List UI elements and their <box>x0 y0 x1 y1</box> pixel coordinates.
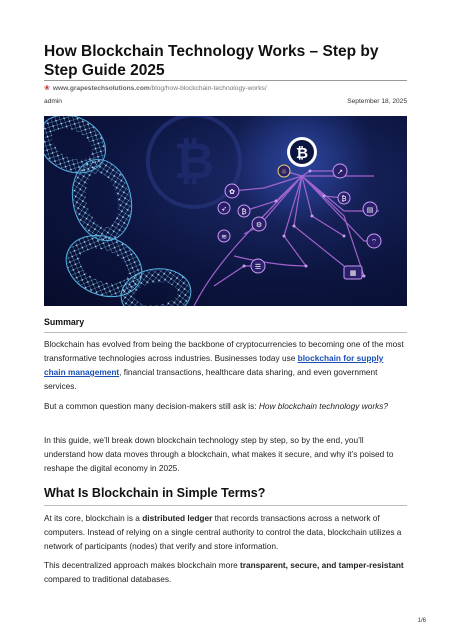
grape-icon: ❀ <box>44 85 50 92</box>
chain-links <box>44 116 194 306</box>
summary-paragraph-3: In this guide, we’ll break down blockchain technology step by step, so by the end, you’ll understand how data moves through a blockchain, what makes it secure, and why it’s poised to reshape the digital economy in 2025. <box>44 435 394 473</box>
summary-paragraph-1: Blockchain has evolved from being the backbone of cryptocurrencies to becoming one of the most transformative technologies across industries. Businesses today use blockchain for supply chain management, financial transactions, healthcare data sharing, and even government services. <box>44 339 404 391</box>
title-divider <box>44 80 407 81</box>
section-heading: What Is Blockchain in Simple Terms? <box>44 486 266 500</box>
article-meta <box>44 98 407 105</box>
section-paragraph-1: At its core, blockchain is a distributed ledger that records transactions across a network of computers. Instead of relying on a single central authority to control the data, blockchain utilizes a network of participants (nodes) that verify and store information. <box>44 513 402 551</box>
hero-image <box>44 116 407 306</box>
svg-text:₿: ₿ <box>241 208 247 216</box>
supply-chain-link[interactable]: blockchain for supply chain management <box>44 353 384 377</box>
gear-icon <box>252 217 266 231</box>
page-title: How Blockchain Technology Works – Step by Step Guide 2025 <box>44 43 379 79</box>
svg-text:✿: ✿ <box>229 188 235 196</box>
svg-text:⌔: ⌔ <box>370 238 378 246</box>
svg-text:☼: ☼ <box>280 168 288 176</box>
source-path: /blog/how-blockchain-technology-works/ <box>149 85 267 92</box>
svg-text:▤: ▤ <box>366 206 374 214</box>
section-divider <box>44 505 407 506</box>
svg-text:☰: ☰ <box>254 263 262 271</box>
svg-text:↗: ↗ <box>337 168 343 176</box>
wifi-icon <box>367 234 381 248</box>
svg-text:▦: ▦ <box>349 269 357 277</box>
summary-divider <box>44 332 407 333</box>
bitcoin-icon <box>287 137 317 167</box>
source-domain: www.grapestechsolutions.com <box>52 85 150 92</box>
database-icon <box>218 230 230 242</box>
svg-text:₿: ₿ <box>295 144 309 162</box>
publish-date: September 18, 2025 <box>347 98 407 105</box>
rocket-icon <box>218 202 230 214</box>
blockchain-illustration <box>44 116 407 306</box>
svg-text:⚙: ⚙ <box>255 221 263 229</box>
summary-heading: Summary <box>44 317 85 327</box>
svg-text:₿: ₿ <box>173 132 215 190</box>
svg-text:≋: ≋ <box>221 233 227 241</box>
summary-paragraph-2: But a common question many decision-makers still ask is: How blockchain technology works? <box>44 401 389 411</box>
bitcoin-small-icon <box>338 192 350 204</box>
chart-up-icon <box>333 164 347 178</box>
bitcoin-coin-icon <box>238 205 250 217</box>
section-paragraph-2: This decentralized approach makes blockchain more transparent, secure, and tamper-resistant compared to traditional databases. <box>44 560 404 584</box>
dashboard-icon <box>344 266 362 279</box>
svg-text:₿: ₿ <box>341 195 347 203</box>
brain-icon <box>225 184 239 198</box>
page-number: 1/6 <box>417 618 426 624</box>
svg-text:➶: ➶ <box>221 205 227 213</box>
author: admin <box>44 98 62 105</box>
document-icon <box>363 202 377 216</box>
source-url[interactable] <box>44 84 267 92</box>
checklist-icon <box>251 259 265 273</box>
lightbulb-icon <box>278 165 290 177</box>
